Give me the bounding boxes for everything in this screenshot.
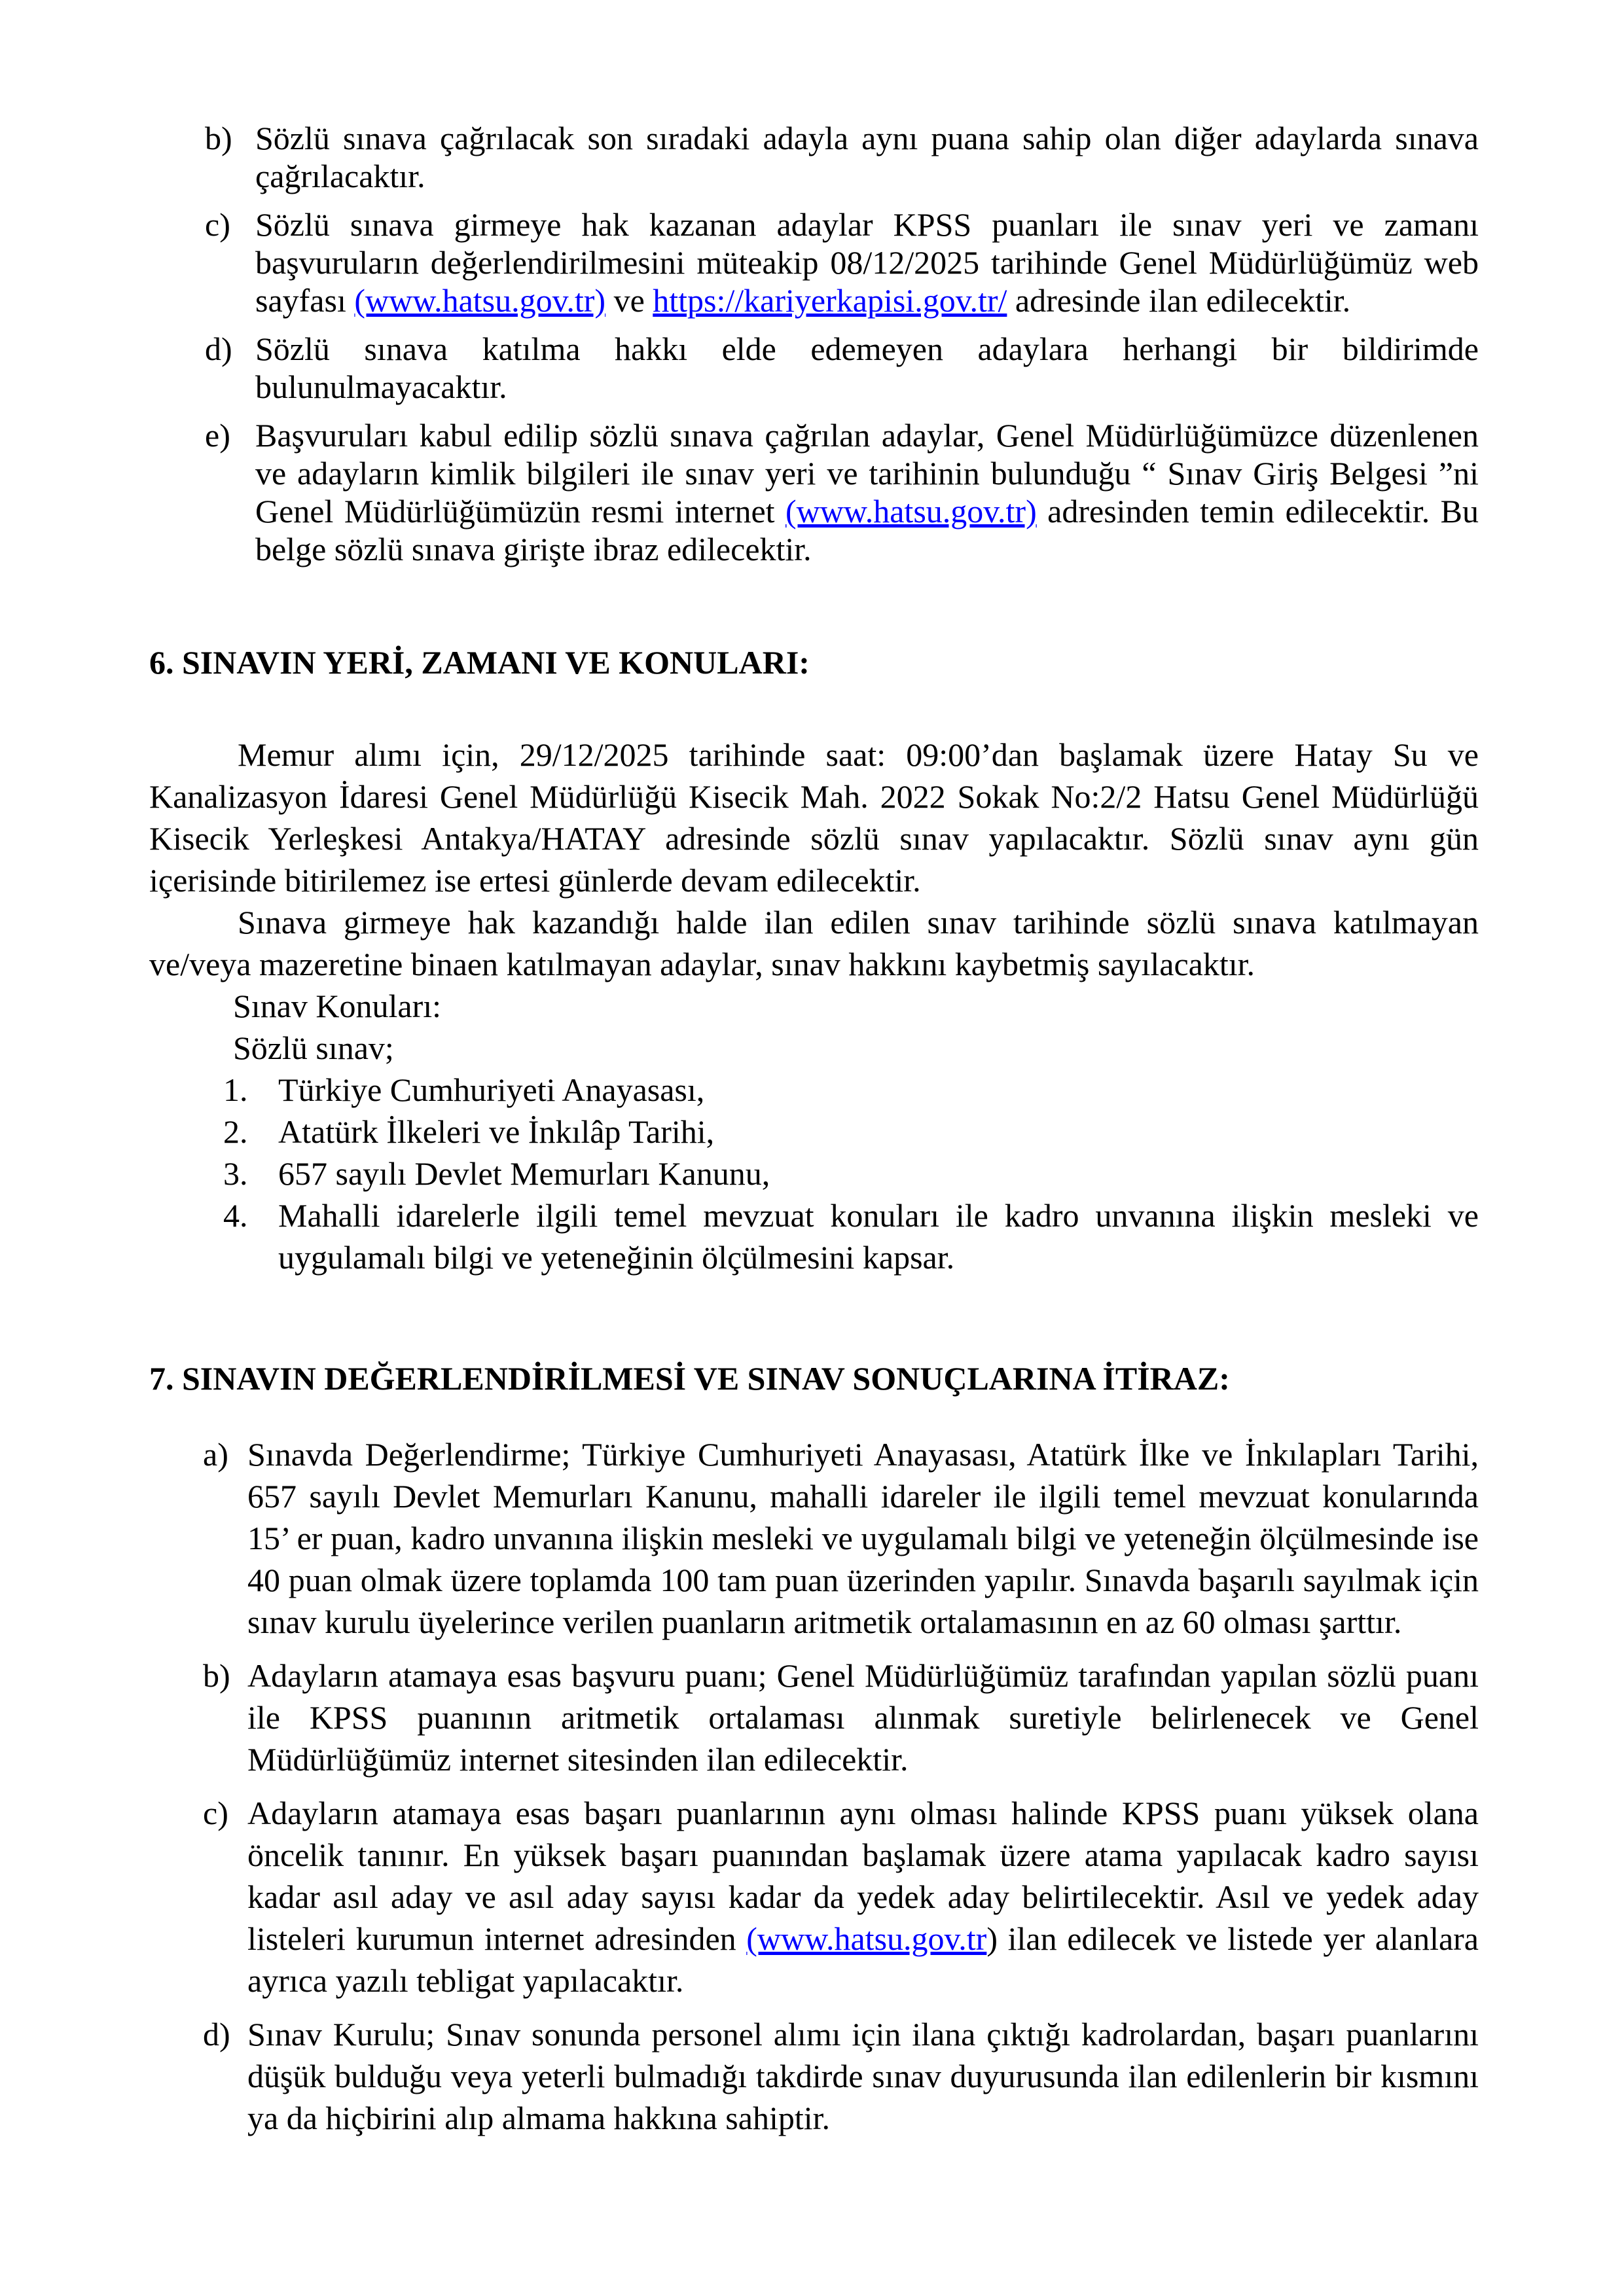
list-item-d-marker: d): [205, 331, 232, 367]
section7-item-a: [149, 1433, 1479, 1643]
hatsu-gov-tr-link-1[interactable]: (www.hatsu.gov.tr): [354, 282, 606, 319]
numbered-item-3: [149, 1153, 1479, 1194]
numbered-item-3-marker: 3.: [223, 1155, 248, 1192]
list-item-e-text-1: Başvuruları kabul edilip sözlü sınava çağrılan adaylar, Genel Müdürlüğümüzce düzenlenen ve adayların kimlik bilgileri ile sınav yeri ve tarihinin bulunduğu “ Sınav Giriş Belgesi ”ni Genel Müdürlüğümüzün resmi internet: [255, 417, 1479, 529]
hatsu-gov-tr-link-2[interactable]: (www.hatsu.gov.tr): [785, 493, 1037, 529]
list-item-c-marker: c): [205, 206, 230, 243]
list-item-e: [149, 416, 1479, 568]
numbered-item-4-marker: 4.: [223, 1197, 248, 1234]
ordered-list-a-d: [149, 1433, 1479, 2139]
ordered-list-b-e: [149, 119, 1479, 568]
section7-item-d-marker: d): [203, 2016, 230, 2053]
numbered-item-1-text: Türkiye Cumhuriyeti Anayasası,: [278, 1071, 705, 1108]
numbered-item-2: [149, 1111, 1479, 1153]
section7-item-d-text: Sınav Kurulu; Sınav sonunda personel alımı için ilana çıktığı kadrolardan, başarı puanlarını düşük bulduğu veya yeterli bulmadığı takdirde sınav duyurusunda ilan edilenlerin bir kısmını ya da hiçbirini alıp almama hakkına sahiptir.: [247, 2016, 1479, 2136]
list-item-d-text: Sözlü sınava katılma hakkı elde edemeyen adaylara herhangi bir bildirimde bulunulmayacaktır.: [255, 331, 1479, 405]
section7-item-c-text-1: Adayların atamaya esas başarı puanlarının aynı olması halinde KPSS puanı yüksek olana öncelik tanınır. En yüksek başarı puanından başlamak üzere atama yapılacak kadro sayısı kadar asıl aday ve asıl aday sayısı kadar da yedek aday belirtilecektir. Asıl ve yedek aday listeleri kurumun internet adresinden: [247, 1795, 1479, 1957]
section7-item-a-text: Sınavda Değerlendirme; Türkiye Cumhuriyeti Anayasası, Atatürk İlke ve İnkılapları Tarihi, 657 sayılı Devlet Memurları Kanunu, mahalli idareler ile ilgili temel mevzuat konularında 15’ er puan, kadro unvanına ilişkin mesleki ve uygulamalı bilgi ve yeteneğin ölçülmesinde ise 40 puan olmak üzere toplamda 100 tam puan üzerinden yapılır. Sınavda başarılı sayılmak için sınav kurulu üyelerince verilen puanların aritmetik ortalamasının en az 60 olması şarttır.: [247, 1436, 1479, 1640]
section7-item-c-marker: c): [203, 1795, 228, 1831]
section7-item-b-marker: b): [203, 1657, 230, 1694]
hatsu-gov-tr-link-3[interactable]: (www.hatsu.gov.tr: [746, 1920, 987, 1957]
list-item-b-text: Sözlü sınava çağrılacak son sıradaki adayla aynı puana sahip olan diğer adaylarda sınava çağrılacaktır.: [255, 120, 1479, 194]
section-6-body: [149, 734, 1479, 1278]
section-6-paragraph-2: Sınava girmeye hak kazandığı halde ilan edilen sınav tarihinde sözlü sınava katılmayan ve/veya mazeretine binaen katılmayan adaylar, sınav hakkını kaybetmiş sayılacaktır.: [149, 904, 1479, 982]
section7-item-a-marker: a): [203, 1436, 228, 1473]
section-6-paragraph-1: Memur alımı için, 29/12/2025 tarihinde saat: 09:00’dan başlamak üzere Hatay Su ve Kanalizasyon İdaresi Genel Müdürlüğü Kisecik Mah. 2022 Sokak No:2/2 Hatsu Genel Müdürlüğü Kisecik Yerleşkesi Antakya/HATAY adresinde sözlü sınav yapılacaktır. Sözlü sınav aynı gün içerisinde bitirilemez ise ertesi günlerde devam edilecektir.: [149, 736, 1479, 899]
section7-item-c: [149, 1792, 1479, 2001]
list-item-c: [149, 206, 1479, 319]
numbered-item-1-marker: 1.: [223, 1071, 248, 1108]
list-item-b-marker: b): [205, 120, 232, 156]
section-7-heading: 7. SINAVIN DEĞERLENDİRİLMESİ VE SINAV SONUÇLARINA İTİRAZ:: [149, 1360, 1230, 1397]
numbered-item-1: [149, 1069, 1479, 1111]
section-6-heading: 6. SINAVIN YERİ, ZAMANI VE KONULARI:: [149, 644, 810, 681]
list-item-d: [149, 330, 1479, 406]
section7-item-d: [149, 2013, 1479, 2139]
list-item-c-text-3: adresinde ilan edilecektir.: [1007, 282, 1351, 319]
numbered-item-2-marker: 2.: [223, 1113, 248, 1150]
list-item-e-text-2: adresinden temin edilecektir. Bu belge sözlü sınava girişte ibraz edilecektir.: [255, 493, 1479, 567]
numbered-item-4: [149, 1194, 1479, 1278]
list-item-b: [149, 119, 1479, 195]
numbered-item-2-text: Atatürk İlkeleri ve İnkılâp Tarihi,: [278, 1113, 715, 1150]
oral-exam-label: Sözlü sınav;: [233, 1030, 394, 1066]
section7-item-b-text: Adayların atamaya esas başvuru puanı; Genel Müdürlüğümüz tarafından yapılan sözlü puanı ile KPSS puanının aritmetik ortalaması alınmak suretiyle belirlenecek ve Genel Müdürlüğümüz internet sitesinden ilan edilecektir.: [247, 1657, 1479, 1778]
numbered-item-4-text: Mahalli idarelerle ilgili temel mevzuat konuları ile kadro unvanına ilişkin mesleki ve uygulamalı bilgi ve yeteneğinin ölçülmesini kapsar.: [278, 1197, 1479, 1276]
kariyerkapisi-gov-tr-link[interactable]: https://kariyerkapisi.gov.tr/: [653, 282, 1007, 319]
section7-item-c-text-2: ) ilan edilecek ve listede yer alanlara ayrıca yazılı tebligat yapılacaktır.: [247, 1920, 1479, 1999]
list-item-c-text-1: Sözlü sınava girmeye hak kazanan adaylar KPSS puanları ile sınav yeri ve zamanı başvuruların değerlendirilmesini müteakip 08/12/2025 tarihinde Genel Müdürlüğümüz web sayfası: [255, 206, 1479, 319]
list-item-c-text-2: ve: [605, 282, 653, 319]
list-item-e-marker: e): [205, 417, 230, 454]
section7-item-b: [149, 1655, 1479, 1780]
numbered-item-3-text: 657 sayılı Devlet Memurları Kanunu,: [278, 1155, 770, 1192]
exam-topics-label: Sınav Konuları:: [233, 988, 442, 1024]
